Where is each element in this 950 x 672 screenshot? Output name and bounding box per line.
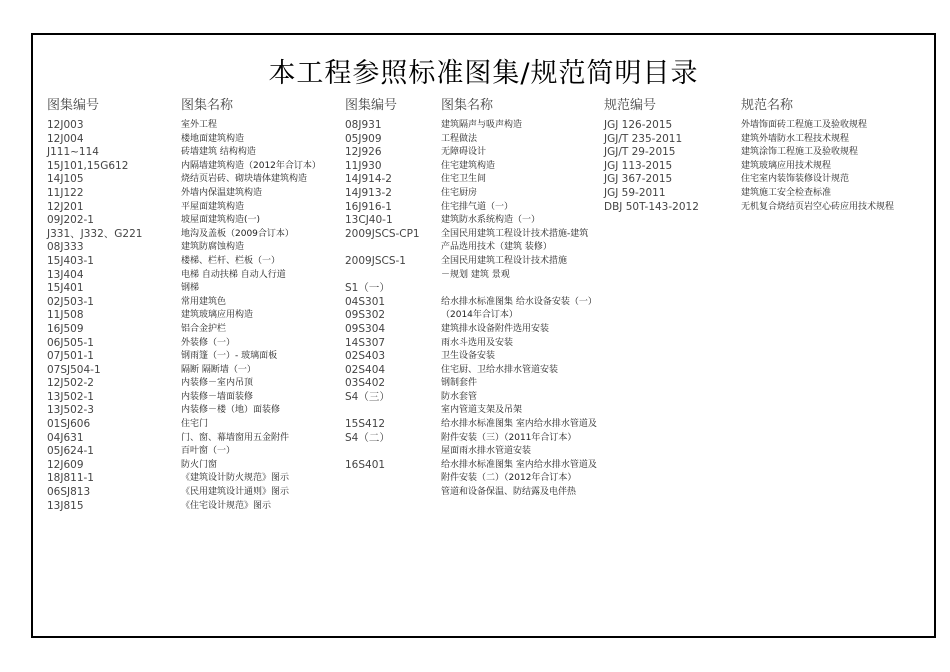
atlas-code-cell: 04S301 <box>345 295 386 308</box>
atlas-code-cell: JGJ/T 235-2011 <box>604 132 683 145</box>
atlas-code-cell: 12J926 <box>345 146 382 159</box>
atlas-name-cell: 住宅厨房 <box>441 187 478 198</box>
atlas-code-cell: 12J003 <box>47 119 84 131</box>
drawing-sheet <box>31 33 936 638</box>
atlas-code-cell: 13CJ40-1 <box>345 214 393 227</box>
atlas-code-cell: 16J509 <box>47 322 84 335</box>
atlas-name-cell: 给水排水标准图集 室内给水排水管道及 <box>441 419 597 430</box>
atlas-code-cell: 09S304 <box>345 322 386 335</box>
atlas-name-cell: 钢雨篷（一）- 玻璃面板 <box>181 351 278 362</box>
page-title: 本工程参照标准图集/规范简明目录 <box>268 58 699 89</box>
atlas-name-cell: 内装修－楼（地）面装修 <box>181 405 281 416</box>
atlas-name-cell: 建筑外墙防水工程技术规程 <box>741 133 850 144</box>
atlas-name-cell: 外墙内保温建筑构造 <box>181 187 263 198</box>
atlas-code-cell: 08J333 <box>47 241 84 254</box>
atlas-name-cell: 建筑施工安全检查标准 <box>741 187 832 198</box>
atlas-name-cell: 坡屋面建筑构造(一) <box>181 215 261 226</box>
atlas-code-cell: J111~114 <box>47 146 99 159</box>
atlas-code-cell: S4（三） <box>345 390 390 403</box>
atlas-name-cell: 建筑玻璃应用技术规程 <box>741 160 832 171</box>
atlas-name-cell: 工程做法 <box>441 133 478 144</box>
atlas-name-cell: 附件安装（二）（2012年合订本） <box>441 473 577 484</box>
atlas-name-cell: 钢梯 <box>181 283 200 294</box>
atlas-code-cell: 15J101,15G612 <box>47 159 129 172</box>
atlas-name-cell: 平屋面建筑构造 <box>181 201 245 212</box>
atlas-name-cell: 钢制套件 <box>441 378 478 389</box>
atlas-code-cell: JGJ 367-2015 <box>604 173 673 186</box>
atlas-name-cell: －规划 建筑 景观 <box>441 269 510 280</box>
atlas-name-cell: 屋面雨水排水管道安装 <box>441 446 532 457</box>
atlas-code-cell: 12J201 <box>47 200 84 213</box>
atlas-name-cell: 建筑防腐蚀构造 <box>181 242 245 253</box>
atlas-code-cell: JGJ/T 29-2015 <box>604 146 676 159</box>
atlas-code-cell: 03S402 <box>345 377 386 390</box>
atlas-name-cell: 建筑排水设备附件选用安装 <box>441 323 550 334</box>
atlas-name-cell: （2014年合订本） <box>441 310 518 321</box>
atlas-name-cell: 建筑隔声与吸声构造 <box>441 120 523 130</box>
atlas-code-cell: 13J502-1 <box>47 390 94 403</box>
atlas-name-cell: 百叶窗（一） <box>181 446 236 457</box>
atlas-name-cell: 楼地面建筑构造 <box>181 133 245 144</box>
atlas-name-cell: 砖墙建筑 结构构造 <box>181 147 256 158</box>
atlas-code-cell <box>345 404 420 418</box>
atlas-code-cell: 07J501-1 <box>47 350 94 363</box>
atlas-code-cell: 13J502-3 <box>47 404 94 417</box>
atlas-name-cell: 无障碍设计 <box>441 147 487 158</box>
atlas-name-cell: 给水排水标准图集 室内给水排水管道及 <box>441 459 597 470</box>
atlas-name-cell: 外墙饰面砖工程施工及验收规程 <box>741 120 868 130</box>
atlas-code-cell: 14J914-2 <box>345 173 392 186</box>
atlas-name-cell: 住宅厨、卫给水排水管道安装 <box>441 364 559 375</box>
atlas-code-cell: 14S307 <box>345 336 386 349</box>
header-atlas-code-1: 图集编号 <box>47 98 100 113</box>
atlas-code-cell: 15J401 <box>47 282 84 295</box>
atlas-code-cell: 14J913-2 <box>345 186 392 199</box>
atlas-name-cell: 管道和设备保温、防结露及电伴热 <box>441 487 577 498</box>
atlas-code-cell: 11J508 <box>47 309 84 322</box>
atlas-name-cell: 住宅室内装饰装修设计规范 <box>741 174 850 185</box>
atlas-code-cell: JGJ 126-2015 <box>604 119 673 131</box>
atlas-code-cell: 2009JSCS-1 <box>345 254 406 267</box>
atlas-code-cell: 02S403 <box>345 350 386 363</box>
atlas-name-cell: 给水排水标准图集 给水设备安装（一） <box>441 296 597 307</box>
col3-name-column <box>741 95 894 214</box>
atlas-name-cell: 地沟及盖板（2009合订本） <box>181 228 294 239</box>
atlas-code-cell: JGJ 113-2015 <box>604 159 673 172</box>
atlas-code-cell: J331、J332、G221 <box>47 227 143 240</box>
atlas-name-cell: 防火门窗 <box>181 459 218 470</box>
atlas-name-cell: 全国民用建筑工程设计技术措施 <box>441 255 568 266</box>
atlas-name-cell: 《民用建筑设计通则》图示 <box>181 487 290 498</box>
atlas-code-cell: 16J916-1 <box>345 200 392 213</box>
atlas-code-cell: 13J815 <box>47 499 84 512</box>
atlas-name-cell: 无机复合烧结页岩空心砖应用技术规程 <box>741 201 895 212</box>
atlas-name-cell: 雨水斗选用及安装 <box>441 337 514 348</box>
atlas-name-cell: 电梯 自动扶梯 自动人行道 <box>181 269 286 280</box>
col1-name-column <box>181 95 321 513</box>
atlas-code-cell: 2009JSCS-CP1 <box>345 227 420 240</box>
atlas-code-cell: 11J122 <box>47 186 84 199</box>
atlas-name-cell: 《建筑设计防火规范》图示 <box>181 473 290 484</box>
atlas-name-cell: 楼梯、栏杆、栏板（一） <box>181 255 281 266</box>
atlas-name-cell: 内装修－室内吊顶 <box>181 378 254 389</box>
atlas-code-cell: 06SJ813 <box>47 486 91 499</box>
atlas-code-cell: 15S412 <box>345 418 386 431</box>
atlas-code-cell: 09S302 <box>345 309 386 322</box>
atlas-name-cell: 铝合金护栏 <box>181 323 227 334</box>
header-spec-name: 规范名称 <box>741 98 794 113</box>
atlas-name-cell: 住宅建筑构造 <box>441 160 496 171</box>
atlas-code-cell: 05J624-1 <box>47 445 94 458</box>
atlas-name-cell: 外装修（一） <box>181 337 236 348</box>
atlas-code-cell: 12J502-2 <box>47 377 94 390</box>
atlas-code-cell: 08J931 <box>345 119 382 131</box>
atlas-code-cell: 12J004 <box>47 132 84 145</box>
col1-code-column <box>47 95 142 513</box>
atlas-code-cell: 13J404 <box>47 268 84 281</box>
atlas-name-cell: 隔断 隔断墙（一） <box>181 364 256 375</box>
atlas-code-cell: 01SJ606 <box>47 418 91 431</box>
atlas-code-cell: 07SJ504-1 <box>47 363 101 376</box>
atlas-code-cell <box>345 472 420 486</box>
atlas-name-cell: 住宅排气道（一） <box>441 201 514 212</box>
atlas-code-cell: 15J403-1 <box>47 254 94 267</box>
atlas-name-cell: 建筑防水系统构造（一） <box>441 215 541 226</box>
col3-code-column <box>604 95 699 214</box>
atlas-code-cell <box>345 445 420 459</box>
atlas-code-cell: 12J609 <box>47 458 84 471</box>
atlas-code-cell <box>345 486 420 500</box>
atlas-code-cell: 02S404 <box>345 363 386 376</box>
atlas-name-cell: 住宅门 <box>181 419 209 430</box>
atlas-name-cell: 附件安装（三）（2011年合订本） <box>441 432 577 443</box>
col2-name-column <box>441 95 597 500</box>
header-spec-code: 规范编号 <box>604 98 657 113</box>
atlas-code-cell: 09J202-1 <box>47 214 94 227</box>
atlas-name-cell: 建筑玻璃应用构造 <box>181 310 254 321</box>
atlas-code-cell: 16S401 <box>345 458 386 471</box>
atlas-name-cell: 建筑涂饰工程施工及验收规程 <box>741 147 859 158</box>
atlas-name-cell: 常用建筑色 <box>181 296 227 307</box>
atlas-code-cell <box>345 241 420 255</box>
atlas-code-cell: JGJ 59-2011 <box>604 186 666 199</box>
atlas-code-cell: S4（二） <box>345 431 390 444</box>
atlas-name-cell: 内装修－墙面装修 <box>181 391 254 402</box>
atlas-name-cell: 全国民用建筑工程设计技术措施-建筑 <box>441 228 589 239</box>
atlas-name-cell: 卫生设备安装 <box>441 351 496 362</box>
atlas-name-cell: 室外工程 <box>181 120 218 130</box>
atlas-code-cell: 11J930 <box>345 159 382 172</box>
atlas-code-cell: DBJ 50T-143-2012 <box>604 200 699 213</box>
header-atlas-code-2: 图集编号 <box>345 98 398 113</box>
atlas-name-cell: 室内管道支架及吊架 <box>441 405 523 416</box>
atlas-code-cell: 06J505-1 <box>47 336 94 349</box>
atlas-code-cell: S1（一） <box>345 282 390 295</box>
col2-code-column <box>345 95 420 500</box>
atlas-name-cell <box>441 282 597 296</box>
header-atlas-name-1: 图集名称 <box>181 98 234 113</box>
header-atlas-name-2: 图集名称 <box>441 98 494 113</box>
atlas-code-cell: 04J631 <box>47 431 84 444</box>
atlas-code-cell: 14J105 <box>47 173 84 186</box>
atlas-name-cell: 烧结页岩砖、砌块墙体建筑构造 <box>181 174 308 185</box>
atlas-code-cell: 05J909 <box>345 132 382 145</box>
atlas-code-cell: 02J503-1 <box>47 295 94 308</box>
atlas-name-cell: 《住宅设计规范》图示 <box>181 500 272 511</box>
atlas-name-cell: 住宅卫生间 <box>441 174 487 185</box>
atlas-name-cell: 内隔墙建筑构造（2012年合订本） <box>181 160 321 171</box>
atlas-code-cell: 18J811-1 <box>47 472 94 485</box>
atlas-name-cell: 产品选用技术（建筑 装修） <box>441 242 552 253</box>
atlas-code-cell <box>345 269 420 283</box>
atlas-name-cell: 防水套管 <box>441 391 478 402</box>
atlas-name-cell: 门、窗、幕墙窗用五金附件 <box>181 432 290 443</box>
